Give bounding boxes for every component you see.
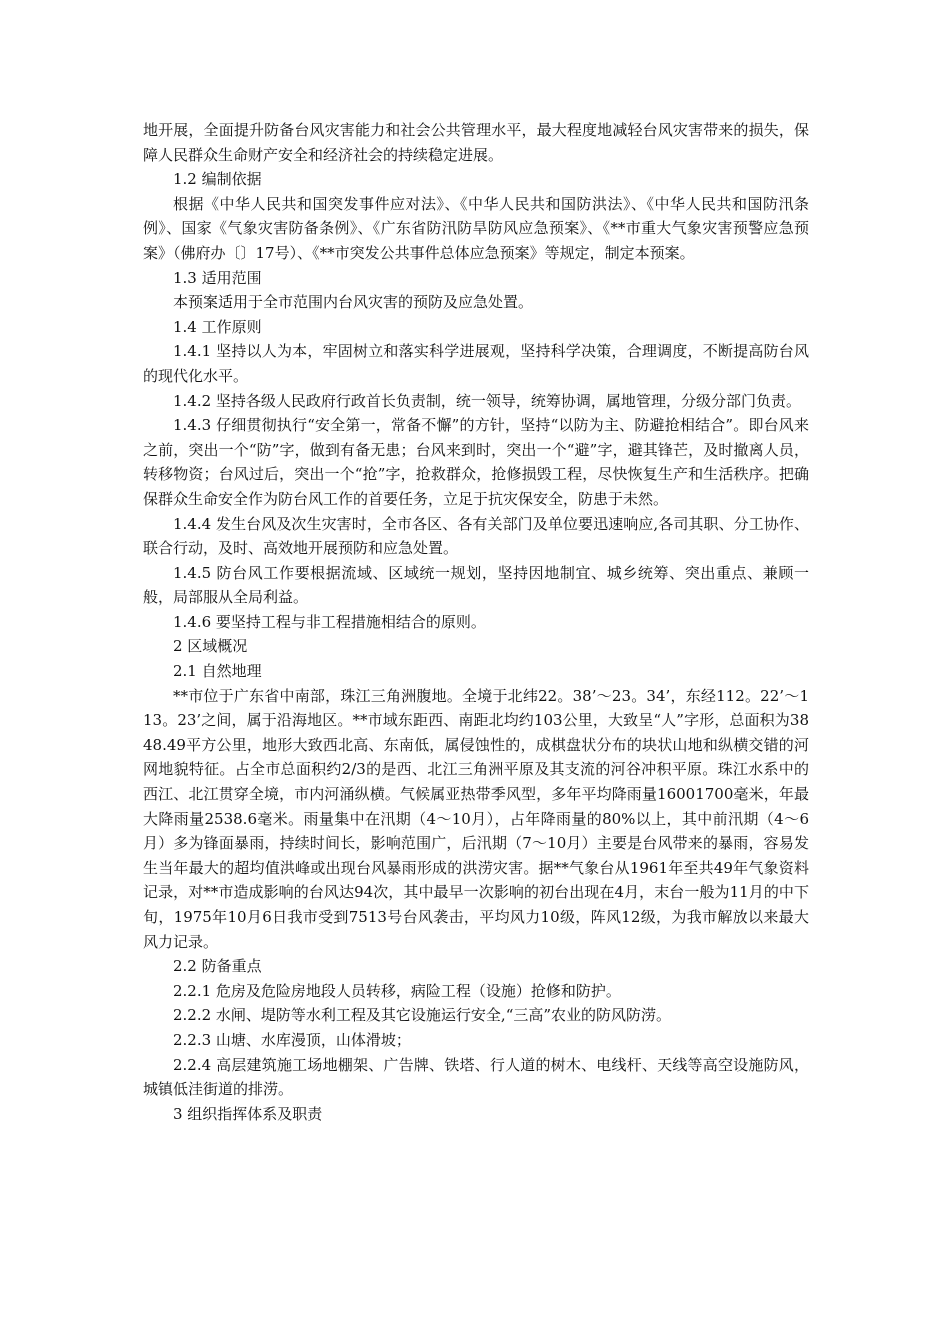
- paragraph-1-4-3: 1.4.3 仔细贯彻执行“安全第一，常备不懈”的方针，坚持“以防为主、防避抢相结合”。即台风来之前，突出一个“防”字，做到有备无患；台风来到时，突出一个“避”字，避其锋芒，及时撤离人员，转移物资；台风过后，突出一个“抢”字，抢救群众，抢修损毁工程，尽快恢复生产和生活秩序。把确保群众生命安全作为防台风工作的首要任务，立足于抗灾保安全，防患于未然。: [143, 416, 809, 508]
- paragraph-intro-continuation: 地开展，全面提升防备台风灾害能力和社会公共管理水平，最大程度地减轻台风灾害带来的损失，保障人民群众生命财产安全和经济社会的持续稳定进展。: [143, 121, 809, 164]
- paragraph-1-4-2: 1.4.2 坚持各级人民政府行政首长负责制，统一领导，统筹协调，属地管理，分级分部门负责。: [173, 391, 801, 410]
- document-page: [143, 118, 809, 1126]
- heading-1-3: 1.3 适用范围: [173, 268, 262, 287]
- paragraph-2-2-4: 2.2.4 高层建筑施工场地棚架、广告牌、铁塔、行人道的树木、电线杆、天线等高空设施防风，城镇低洼街道的排涝。: [143, 1055, 809, 1099]
- heading-2-2: 2.2 防备重点: [173, 957, 262, 976]
- heading-1-4: 1.4 工作原则: [173, 317, 262, 336]
- paragraph-basis: 根据《中华人民共和国突发事件应对法》、《中华人民共和国防洪法》、《中华人民共和国防汛条例》、国家《气象灾害防备条例》、《广东省防汛防旱防风应急预案》、《**市重大气象灾害预警应急预案》（佛府办〔〕17号）、《**市突发公共事件总体应急预案》等规定，制定本预案。: [143, 194, 809, 262]
- paragraph-geography: **市位于广东省中南部，珠江三角洲腹地。全境于北纬22。38’～23。34’，东经112。22’～113。23’之间，属于沿海地区。**市域东距西、南距北均约103公里，大致呈“人”字形，总面积为3848.49平方公里，地形大致西北高、东南低，属侵蚀性的，成棋盘状分布的块状山地和纵横交错的河网地貌特征。占全市总面积约2/3的是西、北江三角洲平原及其支流的河谷冲积平原。珠江水系中的西江、北江贯穿全境，市内河涌纵横。气候属亚热带季风型，多年平均降雨量16001700毫米，年最大降雨量2538.6毫米。雨量集中在汛期（4～10月），占年降雨量的80%以上，其中前汛期（4～6月）多为锋面暴雨，持续时间长，影响范围广，后汛期（7～10月）主要是台风带来的暴雨，容易发生当年最大的超均值洪峰或出现台风暴雨形成的洪涝灾害。据**气象台从1961年至共49年气象资料记录，对**市造成影响的台风达94次，其中最早一次影响的初台出现在4月，末台一般为11月的中下旬，1975年10月6日我市受到7513号台风袭击，平均风力10级，阵风12级，为我市解放以来最大风力记录。: [143, 686, 809, 951]
- paragraph-2-2-3: 2.2.3 山塘、水库漫顶，山体滑坡；: [173, 1030, 411, 1049]
- paragraph-2-2-2: 2.2.2 水闸、堤防等水利工程及其它设施运行安全,“三高”农业的防风防涝。: [173, 1006, 672, 1025]
- paragraph-1-4-5: 1.4.5 防台风工作要根据流域、区域统一规划，坚持因地制宜、城乡统筹、突出重点、兼顾一般，局部服从全局利益。: [143, 563, 809, 607]
- heading-2-1: 2.1 自然地理: [173, 662, 262, 681]
- heading-2: 2 区域概况: [173, 637, 248, 656]
- paragraph-1-4-6: 1.4.6 要坚持工程与非工程措施相结合的原则。: [173, 612, 486, 631]
- heading-1-2: 1.2 编制依据: [173, 170, 262, 189]
- paragraph-1-4-1: 1.4.1 坚持以人为本，牢固树立和落实科学进展观，坚持科学决策，合理调度，不断提高防台风的现代化水平。: [143, 342, 809, 385]
- heading-3: 3 组织指挥体系及职责: [173, 1104, 323, 1123]
- paragraph-1-4-4: 1.4.4 发生台风及次生灾害时，全市各区、各有关部门及单位要迅速响应,各司其职、分工协作、联合行动，及时、高效地开展预防和应急处置。: [143, 514, 809, 558]
- paragraph-scope: 本预案适用于全市范围内台风灾害的预防及应急处置。: [173, 293, 534, 312]
- paragraph-2-2-1: 2.2.1 危房及危险房地段人员转移，病险工程（设施）抢修和防护。: [173, 981, 621, 1000]
